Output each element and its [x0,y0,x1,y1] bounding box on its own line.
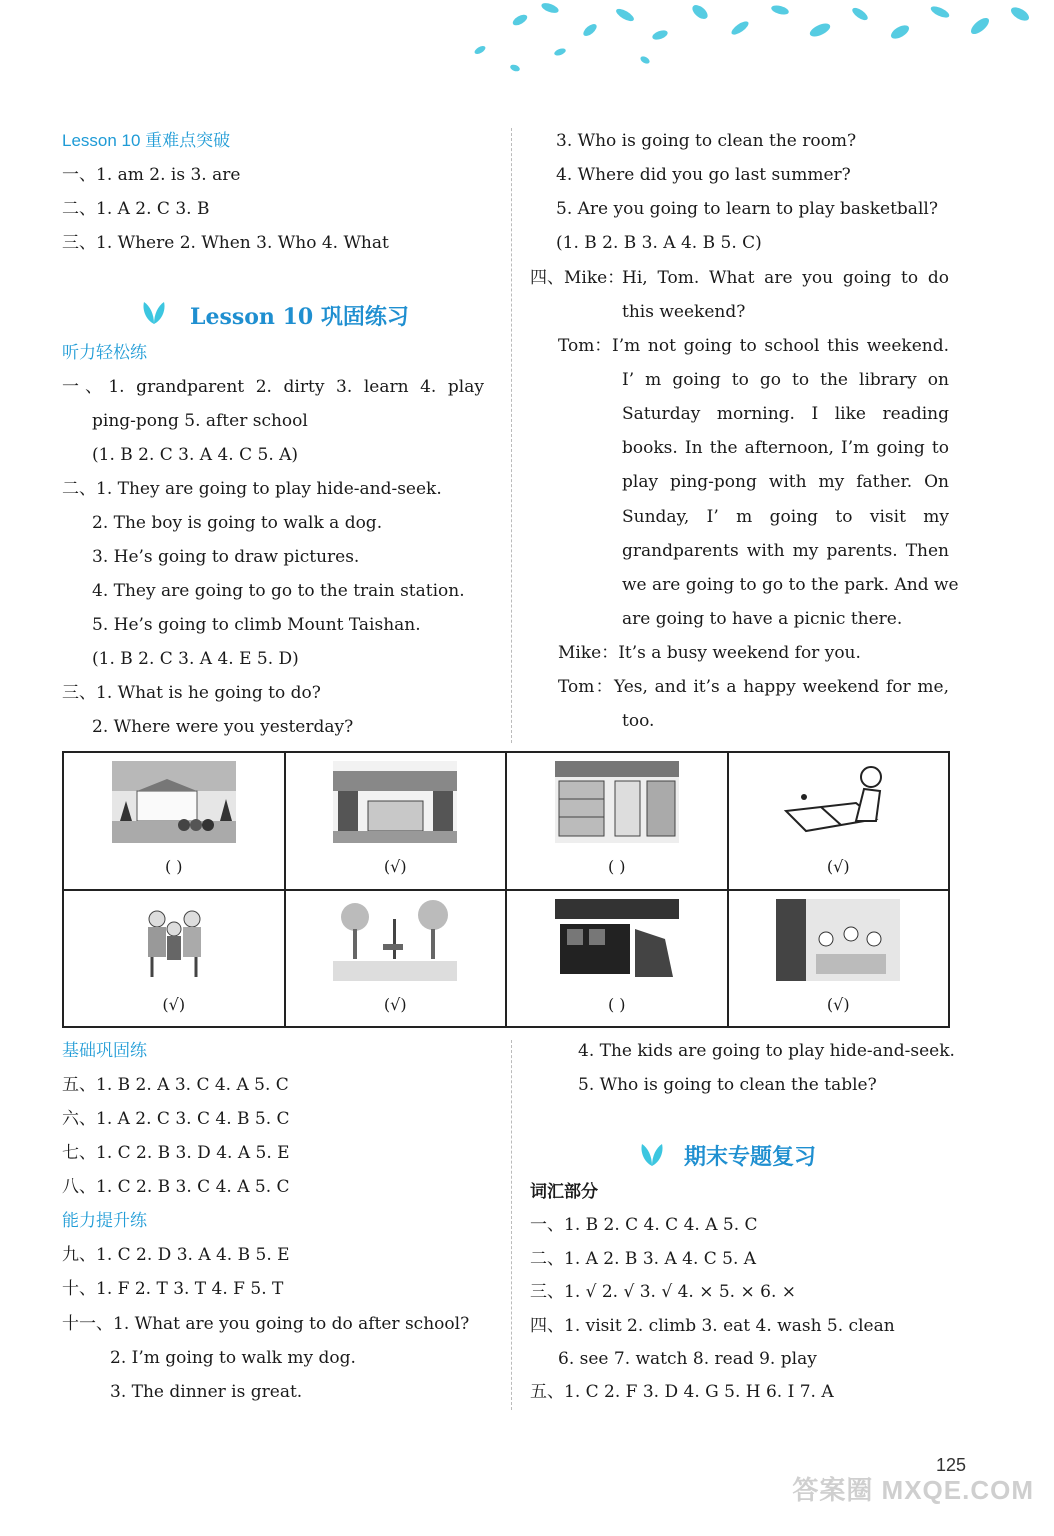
check-mark: (√) [826,994,850,1014]
dialogue-line: Hi, Tom. What are you going to do [622,268,949,288]
answer-line: 七、1. C 2. B 3. D 4. A 5. E [62,1143,290,1163]
picture-cell [63,890,285,1028]
dialogue-line: play ping-pong with my father. On [622,472,949,492]
answer-line: 3. He’s going to draw pictures. [92,547,360,567]
answer-line: 5. Are you going to learn to play basketball? [556,199,938,219]
picture-cell [63,752,285,890]
dialogue-line: books. In the afternoon, I’m going to [622,438,949,458]
dialogue-line: Tom：Yes, and it’s a happy weekend for me, [558,677,949,697]
answer-line: (1. B 2. C 3. A 4. E 5. D) [92,649,299,669]
answer-line: 4. The kids are going to play hide-and-seek. [578,1041,955,1061]
answer-line: 三、1. Where 2. When 3. Who 4. What [62,233,389,253]
check-mark: ( ) [607,994,626,1014]
dialogue-line: Mike：It’s a busy weekend for you. [558,643,861,663]
school-scene-icon [112,761,236,843]
picture-cell [285,752,507,890]
lesson-heading: Lesson 10 巩固练习 [190,304,409,330]
column-divider [511,1040,512,1410]
park-icon [333,899,457,981]
answer-line: 四、1. visit 2. climb 3. eat 4. wash 5. clean [530,1316,895,1336]
speaker-prefix: 四、Mike： [530,268,625,288]
answer-line: 十一、1. What are you going to do after school? [62,1314,470,1334]
answer-line: 5. Who is going to clean the table? [578,1075,877,1095]
answer-line: 九、1. C 2. D 3. A 4. B 5. E [62,1245,290,1265]
basics-title: 基础巩固练 [62,1041,147,1060]
answer-line: 三、1. √ 2. √ 3. √ 4. × 5. × 6. × [530,1282,796,1302]
ping-pong-icon [776,761,900,843]
dialogue-line: I’ m going to go to the library on [622,370,949,390]
final-review-heading: 期末专题复习 [684,1144,817,1170]
dialogue-line: are going to have a picnic there. [622,609,903,629]
check-mark: (√) [383,857,407,876]
leaf-icon [140,300,168,326]
check-mark: ( ) [164,857,183,876]
dialogue-line: we are going to go to the park. And we [622,575,959,595]
answer-line: 3. Who is going to clean the room? [556,131,857,151]
check-mark: ( ) [607,857,626,876]
dialogue-line: Sunday, I’ m going to visit my [622,507,949,527]
check-mark: (√) [826,857,850,876]
listening-title: 听力轻松练 [62,343,147,362]
page-number: 125 [935,1455,966,1475]
answer-line: 六、1. A 2. C 3. C 4. B 5. C [62,1109,290,1129]
answer-line: 二、1. A 2. C 3. B [62,199,210,219]
family-icon [112,899,236,981]
answer-line: 2. Where were you yesterday? [92,717,354,737]
answer-line: 五、1. C 2. F 3. D 4. G 5. H 6. I 7. A [530,1382,834,1402]
picture-table [62,751,950,1028]
dialogue-line: Saturday morning. I like reading [622,404,949,424]
answer-line: 一、1. grandparent 2. dirty 3. learn 4. play [62,377,484,397]
column-divider [511,128,512,743]
picture-cell [506,890,728,1028]
answer-line: 八、1. C 2. B 3. C 4. A 5. C [62,1177,290,1197]
picture-cell [506,752,728,890]
picnic-icon [776,899,900,981]
dialogue-line: I’m not going to school this weekend. [612,336,949,356]
dialogue-line: too. [622,711,655,731]
picture-cell [285,890,507,1028]
dialogue-line: this weekend? [622,302,746,322]
picture-cell [728,890,950,1028]
shop-scene-icon [555,761,679,843]
speaker-prefix: Tom： [558,336,612,356]
train-icon [555,899,679,981]
section-title-lesson10-difficult: Lesson 10 重难点突破 [62,131,231,150]
leaf-decoration-icon [440,0,1054,80]
answer-line: 4. Where did you go last summer? [556,165,851,185]
answer-line: 五、1. B 2. A 3. C 4. A 5. C [62,1075,289,1095]
check-mark: (√) [162,994,186,1014]
answer-line: ping-pong 5. after school [92,411,308,431]
answer-line: 二、1. A 2. B 3. A 4. C 5. A [530,1249,757,1269]
answer-line: 3. The dinner is great. [110,1382,303,1402]
answer-line: (1. B 2. B 3. A 4. B 5. C) [556,233,762,253]
leaf-icon [638,1142,666,1168]
vocab-title: 词汇部分 [530,1182,598,1202]
answer-line: 三、1. What is he going to do? [62,683,321,703]
picture-cell [728,752,950,890]
library-scene-icon [333,761,457,843]
check-mark: (√) [383,994,407,1014]
ability-title: 能力提升练 [62,1211,147,1230]
answer-line: (1. B 2. C 3. A 4. C 5. A) [92,445,299,465]
answer-line: 6. see 7. watch 8. read 9. play [558,1349,817,1369]
answer-line: 十、1. F 2. T 3. T 4. F 5. T [62,1279,284,1299]
answer-line: 二、1. They are going to play hide-and-seek. [62,479,442,499]
answer-line: 2. I’m going to walk my dog. [110,1348,356,1368]
answer-line: 4. They are going to go to the train station. [92,581,465,601]
watermark: 答案圈 MXQE.COM [792,1475,1034,1505]
answer-line: 一、1. B 2. C 4. C 4. A 5. C [530,1215,758,1235]
answer-line: 一、1. am 2. is 3. are [62,165,241,185]
answer-line: 2. The boy is going to walk a dog. [92,513,383,533]
answer-line: 5. He’s going to climb Mount Taishan. [92,615,421,635]
dialogue-line: grandparents with my parents. Then [622,541,949,561]
